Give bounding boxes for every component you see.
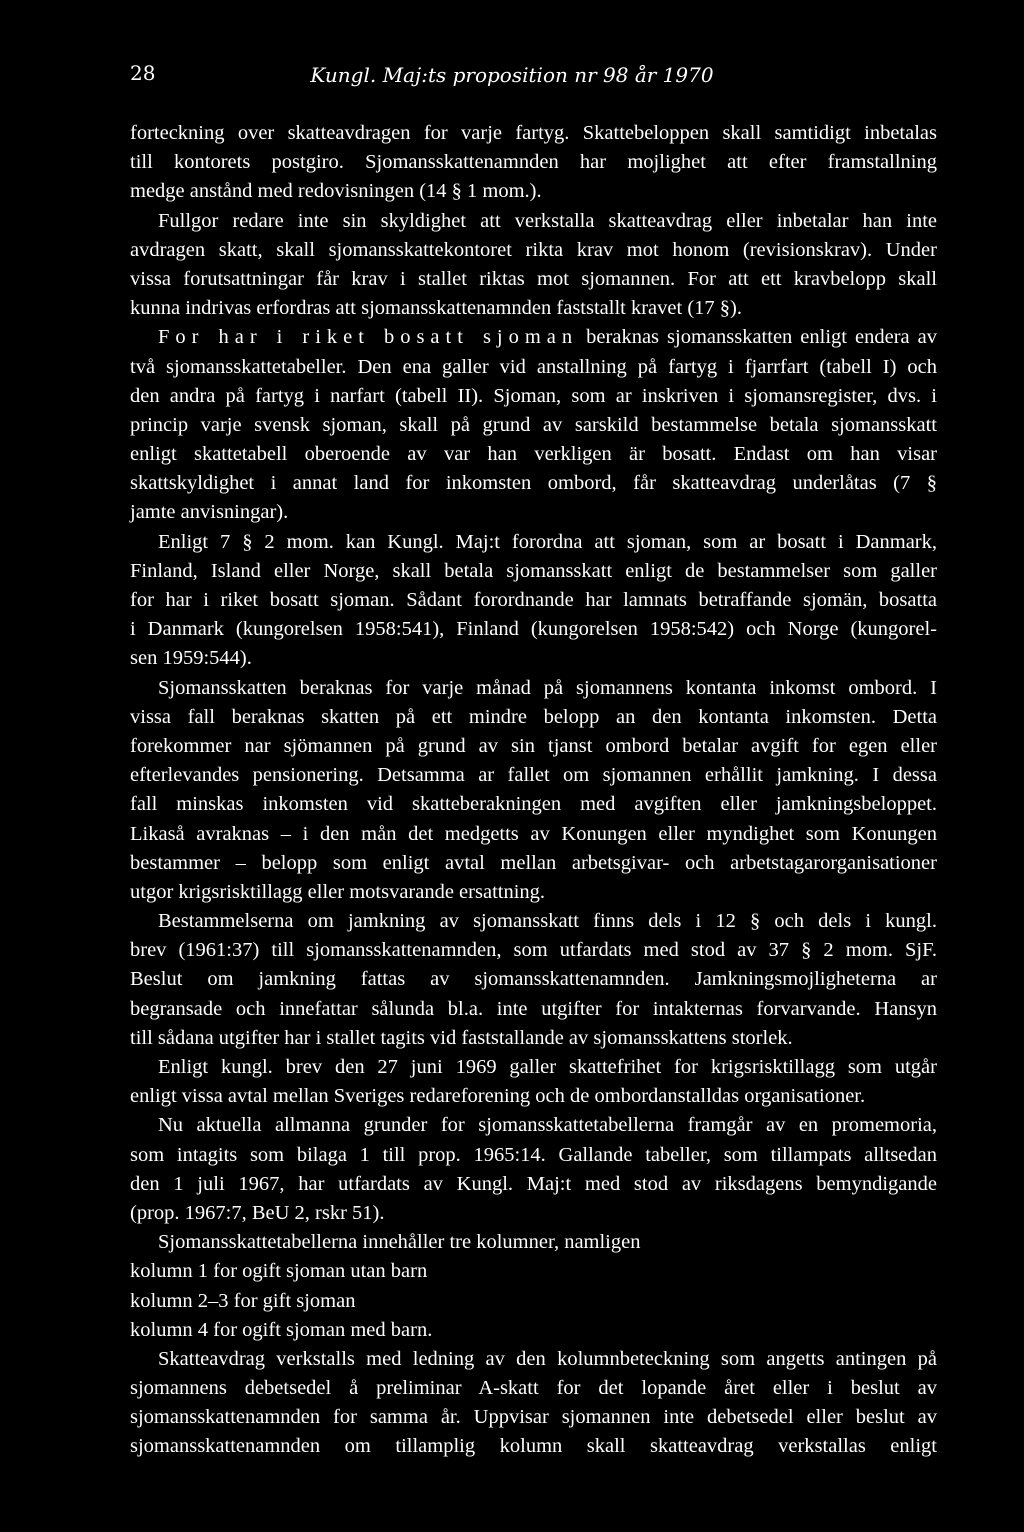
text-line: kunna indrivas erfordras att sjomansskattenamnden faststallt kravet (17 §). bbox=[130, 297, 742, 320]
text-line: sjomannens debetsedel å preliminar A-skatt for det lopande året eller i beslut av bbox=[130, 1377, 937, 1400]
text-line: Enligt 7 § 2 mom. kan Kungl. Maj:t forordna att sjoman, som ar bosatt i Danmark, bbox=[158, 530, 937, 553]
text-line: Enligt kungl. brev den 27 juni 1969 galler skattefrihet for krigsrisktillagg som utgår bbox=[158, 1056, 937, 1078]
text-line: kolumn 4 for ogift sjoman med barn. bbox=[130, 1318, 433, 1341]
text-line: i Danmark (kungorelsen 1958:541), Finland (kungorelsen 1958:542) och Norge (kungorel- bbox=[130, 618, 937, 641]
text-line: forteckning over skatteavdragen for varje fartyg. Skattebeloppen skall samtidigt inbetalas bbox=[130, 122, 937, 144]
text-line: Nu aktuella allmanna grunder for sjomansskattetabellerna framgår av en promemoria, bbox=[158, 1114, 937, 1137]
text-line: sjomansskattenamnden for samma år. Uppvisar sjomannen inte debetsedel eller beslut av bbox=[130, 1406, 937, 1429]
page-number: 28 bbox=[130, 61, 156, 85]
spaced-emphasis: For har i riket bosatt sjoman bbox=[158, 326, 579, 349]
text-line: Finland, Island eller Norge, skall betala sjomansskatt enligt de bestammelser som galler bbox=[130, 559, 937, 582]
text-line: brev (1961:37) till sjomansskattenamnden, som utfardats med stod av 37 § 2 mom. SjF. bbox=[130, 939, 937, 962]
text-line: Bestammelserna om jamkning av sjomansskatt finns dels i 12 § och dels i kungl. bbox=[158, 910, 937, 933]
text-line: skattskyldighet i annat land for inkomsten ombord, får skatteavdrag underlåtas (7 § bbox=[130, 472, 937, 495]
text-line: (prop. 1967:7, BeU 2, rskr 51). bbox=[130, 1201, 385, 1224]
text-line: sen 1959:544). bbox=[130, 647, 252, 670]
text-line: utgor krigsrisktillagg eller motsvarande ersattning. bbox=[130, 880, 546, 903]
text-line: Sjomansskatten beraknas for varje månad på sjomannens kontanta inkomst ombord. I bbox=[158, 676, 937, 699]
text-line: vissa fall beraknas skatten på ett mindre belopp an den kontanta inkomsten. Detta bbox=[130, 705, 937, 728]
text-line: Sjomansskattetabellerna innehåller tre kolumner, namligen bbox=[158, 1231, 641, 1254]
line-text: beraknas sjomansskatten enligt endera av bbox=[586, 326, 937, 349]
text-line: forekommer nar sjömannen på grund av sin tjanst ombord betalar avgift for egen eller bbox=[130, 734, 937, 757]
running-title: Kungl. Maj:ts proposition nr 98 år 1970 bbox=[310, 63, 714, 87]
text-line: bestammer – belopp som enligt avtal mellan arbetsgivar- och arbetstagarorganisationer bbox=[130, 851, 937, 874]
text-line: enligt skattetabell oberoende av var han verkligen är bosatt. Endast om han visar bbox=[130, 443, 937, 466]
text-line: Beslut om jamkning fattas av sjomansskattenamnden. Jamkningsmojligheterna ar bbox=[130, 968, 937, 991]
text-line: fall minskas inkomsten vid skatteberakningen med avgiften eller jamkningsbeloppet. bbox=[130, 793, 937, 816]
text-line: medge anstånd med redovisningen (14 § 1 mom.). bbox=[130, 180, 542, 203]
text-line: till kontorets postgiro. Sjomansskattenamnden har mojlighet att efter framstallning bbox=[130, 151, 937, 174]
text-line: kolumn 2–3 for gift sjoman bbox=[130, 1289, 356, 1312]
text-line: sjomansskattenamnden om tillamplig kolumn skall skatteavdrag verkstallas enligt bbox=[130, 1435, 937, 1458]
text-line: avdragen skatt, skall sjomansskattekontoret rikta krav mot honom (revisionskrav). Under bbox=[130, 238, 937, 261]
text-line: till sådana utgifter har i stallet tagits vid faststallande av sjomansskattens storlek. bbox=[130, 1026, 793, 1049]
body-text bbox=[130, 119, 937, 1462]
text-line: efterlevandes pensionering. Detsamma ar fallet om sjomannen erhållit jamkning. I dessa bbox=[130, 764, 937, 787]
text-line: princip varje svensk sjoman, skall på grund av sarskild bestammelse betala sjomansskatt bbox=[130, 413, 937, 436]
text-line: två sjomansskattetabeller. Den ena galler vid anstallning på fartyg i fjarrfart (tabell I) och bbox=[130, 355, 937, 378]
text-line: Likaså avraknas – i den mån det medgetts av Konungen eller myndighet som Konungen bbox=[130, 822, 937, 845]
text-line: som intagits som bilaga 1 till prop. 1965:14. Gallande tabeller, som tillampats alltsedan bbox=[130, 1143, 937, 1166]
text-line: for har i riket bosatt sjoman. Sådant forordnande har lamnats betraffande sjomän, bosatta bbox=[130, 589, 937, 611]
text-line: Fullgor redare inte sin skyldighet att verkstalla skatteavdrag eller inbetalar han inte bbox=[158, 209, 937, 232]
text-line: begransade och innefattar sålunda bl.a. inte utgifter for intakternas forvarvande. Hansyn bbox=[130, 997, 937, 1020]
text-line: vissa forutsattningar får krav i stallet riktas mot sjomannen. For att ett kravbelopp skall bbox=[130, 267, 937, 290]
text-line bbox=[130, 323, 937, 352]
text-line: den 1 juli 1967, har utfardats av Kungl. Maj:t med stod av riksdagens bemyndigande bbox=[130, 1172, 937, 1195]
text-line: Skatteavdrag verkstalls med ledning av den kolumnbeteckning som angetts antingen på bbox=[158, 1347, 937, 1370]
text-line: enligt vissa avtal mellan Sveriges redareforening och de ombordanstalldas organisationer. bbox=[130, 1085, 866, 1108]
text-line: kolumn 1 for ogift sjoman utan barn bbox=[130, 1260, 428, 1283]
text-line: den andra på fartyg i narfart (tabell II). Sjoman, som ar inskriven i sjomansregister, dvs. i bbox=[130, 384, 937, 407]
text-line: jamte anvisningar). bbox=[130, 501, 289, 524]
